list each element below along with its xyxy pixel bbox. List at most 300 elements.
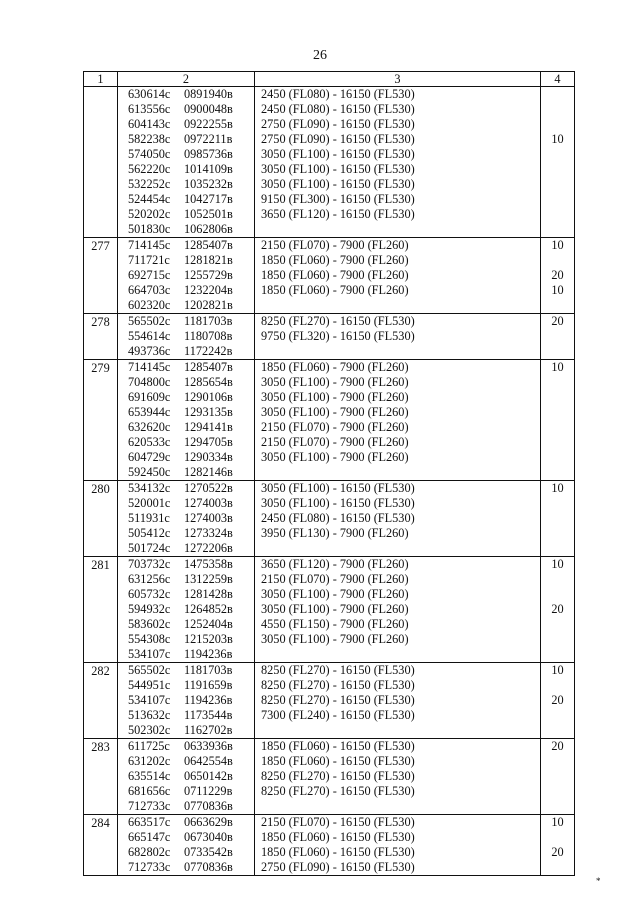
altitude-range: 4550 (FL150) - 7900 (FL260)	[261, 617, 409, 631]
altitude-range: 1850 (FL060) - 7900 (FL260)	[261, 283, 409, 297]
value-line	[541, 465, 574, 480]
table-row	[84, 739, 575, 815]
coordinate-line	[128, 238, 254, 253]
latitude-code: 562220с	[128, 162, 171, 176]
coordinates-cell	[118, 360, 255, 481]
value-cell	[541, 739, 575, 815]
longitude-code: 1312259в	[184, 572, 233, 586]
value-line: 20	[551, 314, 564, 328]
longitude-code: 1252404в	[184, 617, 233, 631]
altitude-range: 1850 (FL060) - 16150 (FL530)	[261, 754, 415, 768]
route-number-cell	[84, 314, 118, 360]
altitude-range: 2150 (FL070) - 7900 (FL260)	[261, 435, 409, 449]
longitude-code: 1215203в	[184, 632, 233, 646]
altitude-range: 8250 (FL270) - 16150 (FL530)	[261, 678, 415, 692]
table-row	[84, 238, 575, 314]
altitude-range	[261, 799, 540, 814]
longitude-code: 1285407в	[184, 360, 233, 374]
latitude-code: 602320с	[128, 298, 171, 312]
latitude-code: 604143с	[128, 117, 171, 131]
altitude-cell	[255, 739, 541, 815]
table-row	[84, 360, 575, 481]
longitude-code: 1042717в	[184, 192, 233, 206]
longitude-code: 0770836в	[184, 799, 233, 813]
coordinate-line	[128, 496, 254, 511]
latitude-code: 534132с	[128, 481, 171, 495]
value-line	[541, 723, 574, 738]
latitude-code: 582238с	[128, 132, 171, 146]
value-cell	[541, 815, 575, 876]
longitude-code: 1290106в	[184, 390, 233, 404]
value-line	[541, 177, 574, 192]
value-line: 20	[551, 845, 564, 859]
coordinate-line	[128, 147, 254, 162]
altitude-range: 2150 (FL070) - 7900 (FL260)	[261, 572, 409, 586]
latitude-code: 502302с	[128, 723, 171, 737]
route-number: 278	[91, 315, 110, 329]
table-row	[84, 557, 575, 663]
altitude-range	[261, 647, 540, 662]
route-number-cell	[84, 360, 118, 481]
value-line: 10	[551, 663, 564, 677]
latitude-code: 632620с	[128, 420, 171, 434]
latitude-code: 613556с	[128, 102, 171, 116]
longitude-code: 1202821в	[184, 298, 233, 312]
route-number: 283	[91, 740, 110, 754]
coordinate-line	[128, 435, 254, 450]
value-line: 20	[551, 268, 564, 282]
value-line	[541, 450, 574, 465]
route-number: 277	[91, 239, 110, 253]
value-line: 10	[551, 557, 564, 571]
table-body	[84, 87, 575, 876]
value-line	[541, 860, 574, 875]
coordinate-line	[128, 298, 254, 313]
header-col-2: 2	[118, 72, 255, 87]
altitude-cell	[255, 360, 541, 481]
value-line	[541, 344, 574, 359]
value-cell	[541, 87, 575, 238]
coordinate-line	[128, 222, 254, 237]
coordinate-line	[128, 375, 254, 390]
value-cell	[541, 314, 575, 360]
coordinate-line	[128, 708, 254, 723]
value-line	[541, 617, 574, 632]
latitude-code: 704800с	[128, 375, 171, 389]
latitude-code: 554308с	[128, 632, 171, 646]
altitude-range: 3050 (FL100) - 7900 (FL260)	[261, 405, 409, 419]
coordinate-line	[128, 860, 254, 875]
value-line	[541, 587, 574, 602]
longitude-code: 1272206в	[184, 541, 233, 555]
coordinate-line	[128, 405, 254, 420]
coordinate-line	[128, 465, 254, 480]
altitude-cell	[255, 238, 541, 314]
longitude-code: 1062806в	[184, 222, 233, 236]
header-col-3: 3	[255, 72, 541, 87]
altitude-range: 3050 (FL100) - 16150 (FL530)	[261, 147, 415, 161]
coordinate-line	[128, 526, 254, 541]
coordinate-line	[128, 572, 254, 587]
table-header-row	[84, 72, 575, 87]
longitude-code: 1014109в	[184, 162, 233, 176]
longitude-code: 0733542в	[184, 845, 233, 859]
route-number: 284	[91, 816, 110, 830]
coordinate-line	[128, 192, 254, 207]
altitude-cell	[255, 663, 541, 739]
latitude-code: 711721с	[128, 253, 170, 267]
value-line: 10	[551, 360, 564, 374]
latitude-code: 611725с	[128, 739, 170, 753]
coordinate-line	[128, 587, 254, 602]
coordinate-line	[128, 360, 254, 375]
value-line	[541, 405, 574, 420]
header-col-4: 4	[541, 72, 575, 87]
route-number: 280	[91, 482, 110, 496]
altitude-range: 3050 (FL100) - 16150 (FL530)	[261, 177, 415, 191]
altitude-range: 3050 (FL100) - 7900 (FL260)	[261, 390, 409, 404]
altitude-range: 1850 (FL060) - 7900 (FL260)	[261, 360, 409, 374]
value-line	[541, 147, 574, 162]
value-line	[541, 708, 574, 723]
coordinate-line	[128, 754, 254, 769]
coordinate-line	[128, 390, 254, 405]
route-number-cell	[84, 87, 118, 238]
table-row	[84, 314, 575, 360]
longitude-code: 1181703в	[184, 314, 233, 328]
value-cell	[541, 481, 575, 557]
latitude-code: 712733с	[128, 799, 171, 813]
altitude-range: 2150 (FL070) - 16150 (FL530)	[261, 815, 415, 829]
coordinate-line	[128, 253, 254, 268]
coordinate-line	[128, 647, 254, 662]
altitude-range	[261, 723, 540, 738]
coordinates-cell	[118, 557, 255, 663]
latitude-code: 714145с	[128, 360, 171, 374]
altitude-range: 3650 (FL120) - 16150 (FL530)	[261, 207, 415, 221]
coordinates-cell	[118, 481, 255, 557]
value-line	[541, 754, 574, 769]
value-line	[541, 496, 574, 511]
altitude-range: 3050 (FL100) - 7900 (FL260)	[261, 450, 409, 464]
latitude-code: 620533с	[128, 435, 171, 449]
altitude-range: 2750 (FL090) - 16150 (FL530)	[261, 860, 415, 874]
coordinate-line	[128, 678, 254, 693]
altitude-cell	[255, 87, 541, 238]
altitude-range: 2450 (FL080) - 16150 (FL530)	[261, 511, 415, 525]
value-line: 10	[551, 238, 564, 252]
longitude-code: 1290334в	[184, 450, 233, 464]
value-line: 10	[551, 481, 564, 495]
latitude-code: 592450с	[128, 465, 171, 479]
latitude-code: 665147с	[128, 830, 171, 844]
route-number: 281	[91, 558, 110, 572]
altitude-range: 3050 (FL100) - 7900 (FL260)	[261, 632, 409, 646]
value-line: 20	[551, 693, 564, 707]
value-line	[541, 526, 574, 541]
page-number: 26	[313, 48, 327, 63]
coordinate-line	[128, 177, 254, 192]
value-line	[541, 390, 574, 405]
longitude-code: 0673040в	[184, 830, 233, 844]
route-number-cell	[84, 557, 118, 663]
longitude-code: 0891940в	[184, 87, 233, 101]
value-line	[541, 162, 574, 177]
value-line	[541, 375, 574, 390]
latitude-code: 520001с	[128, 496, 171, 510]
value-line: 10	[551, 815, 564, 829]
longitude-code: 1285407в	[184, 238, 233, 252]
coordinate-line	[128, 420, 254, 435]
altitude-range	[261, 541, 540, 556]
longitude-code: 0922255в	[184, 117, 233, 131]
altitude-range: 7300 (FL240) - 16150 (FL530)	[261, 708, 415, 722]
altitude-range: 3050 (FL100) - 16150 (FL530)	[261, 496, 415, 510]
latitude-code: 511931с	[128, 511, 170, 525]
value-cell	[541, 557, 575, 663]
longitude-code: 1180708в	[184, 329, 233, 343]
longitude-code: 1281428в	[184, 587, 233, 601]
coordinate-line	[128, 799, 254, 814]
coordinates-table	[83, 71, 575, 876]
latitude-code: 544951с	[128, 678, 171, 692]
latitude-code: 664703с	[128, 283, 171, 297]
coordinate-line	[128, 541, 254, 556]
header-col-1: 1	[84, 72, 118, 87]
value-cell	[541, 360, 575, 481]
corner-mark: *	[596, 876, 601, 886]
table-row	[84, 87, 575, 238]
coordinate-line	[128, 207, 254, 222]
value-line	[541, 784, 574, 799]
value-cell	[541, 663, 575, 739]
latitude-code: 631202с	[128, 754, 171, 768]
latitude-code: 524454с	[128, 192, 171, 206]
coordinate-line	[128, 329, 254, 344]
altitude-range: 3650 (FL120) - 7900 (FL260)	[261, 557, 409, 571]
altitude-range: 3050 (FL100) - 7900 (FL260)	[261, 587, 409, 601]
latitude-code: 574050с	[128, 147, 171, 161]
value-line: 10	[551, 132, 564, 146]
longitude-code: 0642554в	[184, 754, 233, 768]
altitude-range: 1850 (FL060) - 16150 (FL530)	[261, 845, 415, 859]
altitude-range: 3050 (FL100) - 16150 (FL530)	[261, 481, 415, 495]
latitude-code: 554614с	[128, 329, 171, 343]
latitude-code: 513632с	[128, 708, 171, 722]
value-line	[541, 632, 574, 647]
coordinate-line	[128, 632, 254, 647]
coordinates-cell	[118, 314, 255, 360]
longitude-code: 1255729в	[184, 268, 233, 282]
table-row	[84, 663, 575, 739]
altitude-cell	[255, 481, 541, 557]
coordinate-line	[128, 769, 254, 784]
longitude-code: 1273324в	[184, 526, 233, 540]
latitude-code: 594932с	[128, 602, 171, 616]
altitude-range	[261, 344, 540, 359]
coordinate-line	[128, 784, 254, 799]
coordinate-line	[128, 87, 254, 102]
coordinate-line	[128, 132, 254, 147]
longitude-code: 1282146в	[184, 465, 233, 479]
altitude-range: 1850 (FL060) - 7900 (FL260)	[261, 268, 409, 282]
value-line	[541, 117, 574, 132]
altitude-range: 2150 (FL070) - 7900 (FL260)	[261, 420, 409, 434]
longitude-code: 1162702в	[184, 723, 233, 737]
latitude-code: 691609с	[128, 390, 171, 404]
value-line	[541, 102, 574, 117]
coordinate-line	[128, 117, 254, 132]
altitude-range: 2150 (FL070) - 7900 (FL260)	[261, 238, 409, 252]
latitude-code: 532252с	[128, 177, 171, 191]
coordinate-line	[128, 739, 254, 754]
longitude-code: 1281821в	[184, 253, 233, 267]
altitude-range: 2450 (FL080) - 16150 (FL530)	[261, 102, 415, 116]
value-line	[541, 222, 574, 237]
coordinates-cell	[118, 238, 255, 314]
altitude-range: 8250 (FL270) - 16150 (FL530)	[261, 693, 415, 707]
latitude-code: 653944с	[128, 405, 171, 419]
longitude-code: 1475358в	[184, 557, 233, 571]
longitude-code: 0770836в	[184, 860, 233, 874]
table-row	[84, 815, 575, 876]
altitude-range: 1850 (FL060) - 16150 (FL530)	[261, 739, 415, 753]
longitude-code: 1294141в	[184, 420, 233, 434]
longitude-code: 1294705в	[184, 435, 233, 449]
value-line	[541, 298, 574, 313]
latitude-code: 714145с	[128, 238, 171, 252]
altitude-cell	[255, 557, 541, 663]
altitude-cell	[255, 815, 541, 876]
value-line	[541, 420, 574, 435]
route-number-cell	[84, 663, 118, 739]
longitude-code: 1173544в	[184, 708, 233, 722]
latitude-code: 501830с	[128, 222, 171, 236]
coordinate-line	[128, 693, 254, 708]
coordinates-cell	[118, 739, 255, 815]
longitude-code: 0985736в	[184, 147, 233, 161]
latitude-code: 583602с	[128, 617, 171, 631]
latitude-code: 682802с	[128, 845, 171, 859]
route-number: 282	[91, 664, 110, 678]
latitude-code: 630614с	[128, 87, 171, 101]
route-number-cell	[84, 238, 118, 314]
value-line	[541, 253, 574, 268]
latitude-code: 635514с	[128, 769, 171, 783]
altitude-range: 9750 (FL320) - 16150 (FL530)	[261, 329, 415, 343]
longitude-code: 0633936в	[184, 739, 233, 753]
longitude-code: 1172242в	[184, 344, 233, 358]
altitude-range: 8250 (FL270) - 16150 (FL530)	[261, 314, 415, 328]
coordinate-line	[128, 162, 254, 177]
value-line	[541, 329, 574, 344]
coordinates-cell	[118, 663, 255, 739]
coordinates-cell	[118, 815, 255, 876]
longitude-code: 1293135в	[184, 405, 233, 419]
value-line	[541, 435, 574, 450]
coordinate-line	[128, 723, 254, 738]
value-line	[541, 830, 574, 845]
coordinate-line	[128, 450, 254, 465]
latitude-code: 565502с	[128, 314, 171, 328]
longitude-code: 1274003в	[184, 496, 233, 510]
route-number-cell	[84, 815, 118, 876]
altitude-cell	[255, 314, 541, 360]
longitude-code: 1194236в	[184, 693, 233, 707]
coordinate-line	[128, 283, 254, 298]
value-line	[541, 192, 574, 207]
longitude-code: 0972211в	[184, 132, 233, 146]
longitude-code: 1270522в	[184, 481, 233, 495]
value-line	[541, 511, 574, 526]
coordinate-line	[128, 602, 254, 617]
longitude-code: 1191659в	[184, 678, 233, 692]
value-line	[541, 799, 574, 814]
value-line: 20	[551, 602, 564, 616]
latitude-code: 712733с	[128, 860, 171, 874]
value-line	[541, 87, 574, 102]
coordinate-line	[128, 481, 254, 496]
coordinate-line	[128, 663, 254, 678]
longitude-code: 0663629в	[184, 815, 233, 829]
longitude-code: 1274003в	[184, 511, 233, 525]
altitude-range: 8250 (FL270) - 16150 (FL530)	[261, 769, 415, 783]
coordinate-line	[128, 268, 254, 283]
coordinate-line	[128, 102, 254, 117]
coordinate-line	[128, 845, 254, 860]
longitude-code: 1181703в	[184, 663, 233, 677]
table-row	[84, 481, 575, 557]
coordinate-line	[128, 314, 254, 329]
longitude-code: 1035232в	[184, 177, 233, 191]
latitude-code: 493736с	[128, 344, 171, 358]
altitude-range: 8250 (FL270) - 16150 (FL530)	[261, 784, 415, 798]
value-line: 10	[551, 283, 564, 297]
coordinate-line	[128, 830, 254, 845]
coordinate-line	[128, 617, 254, 632]
altitude-range: 2450 (FL080) - 16150 (FL530)	[261, 87, 415, 101]
value-line: 20	[551, 739, 564, 753]
latitude-code: 703732с	[128, 557, 171, 571]
altitude-range: 3050 (FL100) - 16150 (FL530)	[261, 162, 415, 176]
latitude-code: 663517с	[128, 815, 171, 829]
longitude-code: 1264852в	[184, 602, 233, 616]
latitude-code: 631256с	[128, 572, 171, 586]
latitude-code: 565502с	[128, 663, 171, 677]
altitude-range: 2750 (FL090) - 16150 (FL530)	[261, 132, 415, 146]
longitude-code: 1232204в	[184, 283, 233, 297]
altitude-range: 3050 (FL100) - 7900 (FL260)	[261, 602, 409, 616]
longitude-code: 0900048в	[184, 102, 233, 116]
altitude-range	[261, 465, 540, 480]
value-line	[541, 678, 574, 693]
altitude-range: 8250 (FL270) - 16150 (FL530)	[261, 663, 415, 677]
latitude-code: 520202с	[128, 207, 171, 221]
altitude-range: 3950 (FL130) - 7900 (FL260)	[261, 526, 409, 540]
longitude-code: 1052501в	[184, 207, 233, 221]
latitude-code: 501724с	[128, 541, 171, 555]
latitude-code: 692715с	[128, 268, 171, 282]
latitude-code: 534107с	[128, 647, 171, 661]
coordinate-line	[128, 815, 254, 830]
altitude-range: 2750 (FL090) - 16150 (FL530)	[261, 117, 415, 131]
latitude-code: 604729с	[128, 450, 171, 464]
value-line	[541, 541, 574, 556]
value-line	[541, 207, 574, 222]
longitude-code: 0711229в	[184, 784, 233, 798]
altitude-range: 9150 (FL300) - 16150 (FL530)	[261, 192, 415, 206]
route-number-cell	[84, 739, 118, 815]
